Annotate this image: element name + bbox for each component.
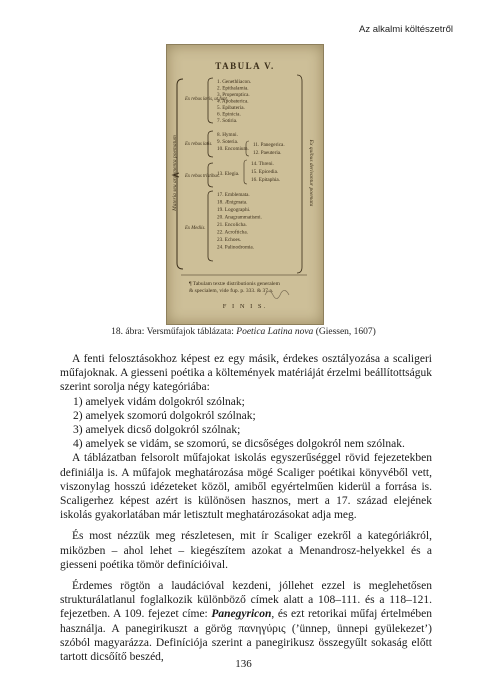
paragraph: A táblázatban felsorolt műfajokat iskolás egyszerűséggel rövid fejezetekben definiálja is. A műfajok meghatározása mögé Scaliger poétikai könyvéből vett, viszonylag hosszú idézeteket közöl, amiből egyértelműen kiderül a forrása is. Scaligerhez képest azért is különösen hasznos, mert a 17. század elejének iskolás gyakorlatában már letisztult meghatározásokat adja meg. — [60, 452, 432, 522]
caption-title: Poetica Latina nova — [236, 327, 314, 337]
plate-item: 4. Apobaterica. — [217, 98, 249, 105]
plate-group-label: Ex rebus latis. — [185, 142, 213, 147]
plate-note-cont: & specialem, vide fup. p. 333. & 37 a. — [189, 288, 274, 294]
emphasis-term: Panegyricon — [211, 608, 272, 621]
plate-item: 15. Epicedia. — [251, 169, 279, 175]
list-item: 1) amelyek vidám dolgokról szólnak; — [73, 395, 245, 408]
plate-item: 21. Encolicha. — [217, 222, 247, 228]
running-head: Az alkalmi költészetről — [359, 24, 453, 35]
plate-group-label: Ex rebus tristibus. — [185, 174, 220, 179]
plate-item: 19. Logographi. — [217, 207, 251, 213]
caption-tail: (Giessen, 1607) — [313, 327, 376, 337]
list-item: 3) amelyek dicső dolgokról szólnak; — [73, 424, 241, 437]
plate-note: ¶ Tabulam textæ distributionis generalem — [189, 281, 280, 287]
plate-item: 7. Sotiria. — [217, 118, 238, 124]
plate-drawing — [167, 45, 323, 324]
list-item: 4) amelyek se vidám, se szomorú, se dicsőséges dolgokról nem szólnak. — [73, 438, 405, 451]
paragraph-text: Érdemes rögtön a laudációval kezdeni, jóllehet ezzel is meglehetősen strukturálatlanul foglalkozik különböző címek alatt a 108–111. és a 118–121. fejezetben. A 109. fejezet címe: — [60, 580, 432, 621]
plate-item: 8. Hymni. — [217, 132, 238, 138]
plate-item: 9. Soteria. — [217, 139, 239, 145]
plate-item: 17. Emblemata. — [217, 192, 250, 198]
paragraph — [60, 579, 432, 664]
plate-group-label: Ex rebus lætis, ut funt. — [185, 97, 228, 102]
plate-item: 16. Epitaphia. — [251, 177, 280, 183]
plate-item: 3. Propemptica. — [217, 92, 250, 98]
paragraph: A fenti felosztásokhoz képest ez egy másik, érdekes osztályozása a scaligeri műfajoknak. A giesseni poétika a költemények matériáját érzelmi beállítottságuk szerint sorolja négy kategóriába: — [60, 353, 432, 394]
plate-item: 14. Threni. — [251, 161, 274, 167]
book-plate-image — [166, 44, 324, 325]
plate-item: 13. Elegia. — [217, 171, 240, 177]
plate-title: TABULA V. — [215, 61, 275, 71]
plate-item: 10. Encomium. — [217, 146, 249, 152]
plate-item: 1. Genethliacon. — [217, 79, 252, 85]
paragraph: És most nézzük meg részletesen, mit ír Scaliger ezekről a kategóriákról, miközben – ahol lehet – kiegészítem azokat a Menandrosz-helyekkel és a giesseni poétika tömör definícióival. — [60, 530, 432, 571]
plate-finis: F I N I S. — [222, 303, 268, 310]
plate-item: 20. Anagrammatismi. — [217, 214, 262, 221]
svg-text:Ex quibus derivantur poemata: Ex quibus derivantur poemata — [308, 139, 314, 207]
page-number: 136 — [235, 658, 252, 670]
list-item: 2) amelyek szomorú dolgokról szólnak; — [73, 409, 256, 422]
svg-text:Materia seu argumenta poematum: Materia seu argumenta poematum — [172, 135, 178, 211]
plate-item: 12. Paeuteria. — [253, 150, 282, 156]
plate-item: 24. Palinodromia. — [217, 244, 255, 251]
body-text — [60, 352, 432, 664]
plate-item: 6. Epinicia. — [217, 111, 241, 118]
plate-item: 23. Echoes. — [217, 237, 242, 243]
paragraph-text: , és ezt retorikai műfaj értelmében használja. A panegirikuszt a görög πανηγύρις (’ünnep, ünnepi gyülekezet’) szóból magyarázza. Definíciója szerint a panegirikusz összegyűlt sokaság előtt tartott dicsőítő beszéd, — [60, 608, 432, 664]
figure-caption — [0, 327, 487, 337]
plate-item: 2. Epithalamia. — [217, 85, 249, 92]
plate-group-label: Ex Mediis. — [185, 226, 206, 231]
plate-item: 22. Acrofticha. — [217, 229, 248, 236]
plate-item: 11. Panegerica. — [253, 142, 285, 148]
caption-text: 18. ábra: Versműfajok táblázata: — [111, 327, 237, 337]
plate-item: 5. Epibateria. — [217, 105, 245, 111]
plate-item: 18. Ænigmata. — [217, 199, 248, 206]
